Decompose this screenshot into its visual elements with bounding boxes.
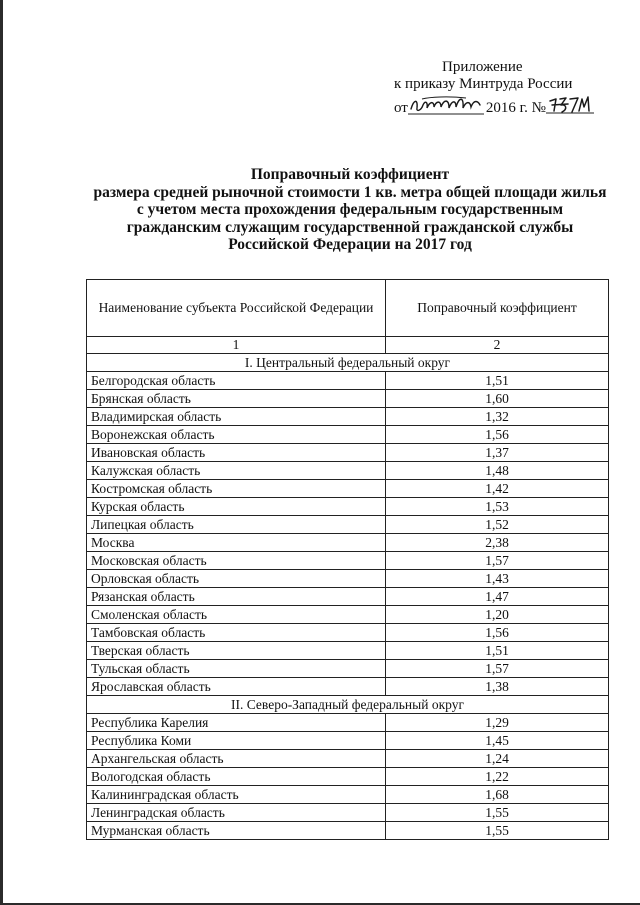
- appendix-header: [394, 59, 634, 117]
- table-row: [87, 570, 609, 588]
- coefficient-cell: 1,56: [386, 624, 609, 642]
- table-row: [87, 516, 609, 534]
- region-name-cell: Тульская область: [87, 660, 386, 678]
- coefficient-cell: 1,37: [386, 444, 609, 462]
- column-number: 2: [386, 337, 609, 354]
- table-row: [87, 372, 609, 390]
- coefficient-cell: 1,57: [386, 660, 609, 678]
- header-region-name: Наименование субъекта Российской Федерации: [87, 280, 386, 337]
- region-name-cell: Курская область: [87, 498, 386, 516]
- region-name-cell: Рязанская область: [87, 588, 386, 606]
- table-row: [87, 390, 609, 408]
- date-prefix: от: [394, 100, 408, 116]
- region-name-cell: Орловская область: [87, 570, 386, 588]
- table-header-row: [87, 280, 609, 337]
- table-row: [87, 642, 609, 660]
- region-name-cell: Калининградская область: [87, 786, 386, 804]
- table-row: [87, 588, 609, 606]
- coefficient-cell: 1,29: [386, 714, 609, 732]
- coefficient-cell: 1,51: [386, 372, 609, 390]
- appendix-date-line: [394, 93, 634, 117]
- table-row: [87, 444, 609, 462]
- region-name-cell: Владимирская область: [87, 408, 386, 426]
- coefficient-cell: 1,55: [386, 822, 609, 840]
- document-title: [60, 166, 640, 254]
- region-name-cell: Белгородская область: [87, 372, 386, 390]
- region-name-cell: Москва: [87, 534, 386, 552]
- region-name-cell: Республика Коми: [87, 732, 386, 750]
- table-row: [87, 750, 609, 768]
- coefficient-cell: 1,20: [386, 606, 609, 624]
- region-name-cell: Вологодская область: [87, 768, 386, 786]
- table-row: [87, 732, 609, 750]
- table-row: [87, 552, 609, 570]
- table-row: [87, 606, 609, 624]
- region-name-cell: Смоленская область: [87, 606, 386, 624]
- table-row: [87, 480, 609, 498]
- coefficient-table: [86, 279, 609, 840]
- title-line: Российской Федерации на 2017 год: [228, 236, 472, 253]
- title-line: с учетом места прохождения федеральным государственным: [136, 201, 564, 218]
- coefficient-cell: 1,52: [386, 516, 609, 534]
- coefficient-cell: 1,24: [386, 750, 609, 768]
- header-coefficient: Поправочный коэффициент: [386, 280, 609, 337]
- coefficient-cell: 1,56: [386, 426, 609, 444]
- date-year: 2016 г. №: [485, 100, 546, 116]
- coefficient-cell: 1,45: [386, 732, 609, 750]
- coefficient-cell: 1,38: [386, 678, 609, 696]
- coefficient-cell: 1,48: [386, 462, 609, 480]
- region-name-cell: Московская область: [87, 552, 386, 570]
- table-row: [87, 786, 609, 804]
- title-line: гражданским служащим государственной гражданской службы: [126, 218, 574, 236]
- coefficient-cell: 1,32: [386, 408, 609, 426]
- table-row: [87, 804, 609, 822]
- table-row: [87, 498, 609, 516]
- region-name-cell: Калужская область: [87, 462, 386, 480]
- section-header-row: [87, 696, 609, 714]
- section-header-row: [87, 354, 609, 372]
- region-name-cell: Ленинградская область: [87, 804, 386, 822]
- region-name-cell: Республика Карелия: [87, 714, 386, 732]
- region-name-cell: Архангельская область: [87, 750, 386, 768]
- table-row: [87, 768, 609, 786]
- appendix-label: Приложение: [442, 59, 523, 75]
- region-name-cell: Липецкая область: [87, 516, 386, 534]
- scan-left-edge: [0, 0, 3, 905]
- coefficient-cell: 1,42: [386, 480, 609, 498]
- table-row: [87, 624, 609, 642]
- section-title: II. Северо-Западный федеральный округ: [87, 696, 609, 714]
- table-row: [87, 462, 609, 480]
- region-name-cell: Воронежская область: [87, 426, 386, 444]
- table-row: [87, 426, 609, 444]
- title-line: размера средней рыночной стоимости 1 кв. метра общей площади жилья: [93, 183, 607, 201]
- coefficient-cell: 1,47: [386, 588, 609, 606]
- region-name-cell: Ивановская область: [87, 444, 386, 462]
- table-row: [87, 714, 609, 732]
- column-number: 1: [87, 337, 386, 354]
- handwritten-order-number: [546, 93, 594, 117]
- appendix-order-ref: к приказу Минтруда России: [394, 76, 573, 92]
- table-row: [87, 660, 609, 678]
- coefficient-cell: 1,43: [386, 570, 609, 588]
- region-name-cell: Тамбовская область: [87, 624, 386, 642]
- coefficient-cell: 1,57: [386, 552, 609, 570]
- coefficient-cell: 1,55: [386, 804, 609, 822]
- table-row: [87, 534, 609, 552]
- table-row: [87, 408, 609, 426]
- region-name-cell: Мурманская область: [87, 822, 386, 840]
- coefficient-cell: 1,22: [386, 768, 609, 786]
- coefficient-cell: 1,53: [386, 498, 609, 516]
- section-title: I. Центральный федеральный округ: [87, 354, 609, 372]
- column-number-row: [87, 337, 609, 354]
- region-name-cell: Костромская область: [87, 480, 386, 498]
- title-line: Поправочный коэффициент: [250, 166, 450, 183]
- coefficient-cell: 1,60: [386, 390, 609, 408]
- region-name-cell: Ярославская область: [87, 678, 386, 696]
- table-row: [87, 678, 609, 696]
- coefficient-cell: 2,38: [386, 534, 609, 552]
- handwritten-date-signature: [408, 95, 484, 117]
- region-name-cell: Брянская область: [87, 390, 386, 408]
- coefficient-cell: 1,51: [386, 642, 609, 660]
- coefficient-cell: 1,68: [386, 786, 609, 804]
- region-name-cell: Тверская область: [87, 642, 386, 660]
- table-row: [87, 822, 609, 840]
